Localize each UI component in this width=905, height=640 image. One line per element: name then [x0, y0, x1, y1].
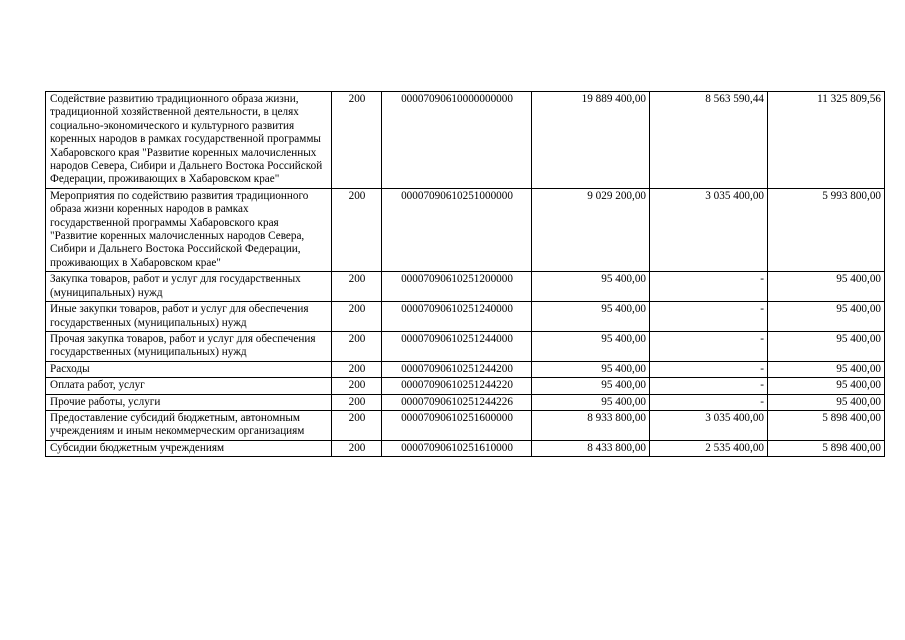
row-executed-cell: -	[650, 302, 768, 332]
table-row	[46, 272, 885, 302]
table-row	[46, 361, 885, 377]
row-name-cell: Субсидии бюджетным учреждениям	[46, 440, 332, 456]
row-kbk-cell: 00007090610251244220	[382, 378, 532, 394]
row-code-cell: 200	[332, 302, 382, 332]
row-executed-cell: -	[650, 272, 768, 302]
row-code-cell: 200	[332, 378, 382, 394]
row-name-cell: Оплата работ, услуг	[46, 378, 332, 394]
table-row	[46, 394, 885, 410]
row-code-cell: 200	[332, 188, 382, 271]
row-code-cell: 200	[332, 361, 382, 377]
row-name-cell: Мероприятия по содействию развития традиционного образа жизни коренных народов в рамках государственной программы Хабаровского края "Развитие коренных малочисленных народов Севера, Сибири и Дальнего Востока Российской Федерации, проживающих в Хабаровском крае"	[46, 188, 332, 271]
table-row	[46, 410, 885, 440]
row-name-cell: Прочие работы, услуги	[46, 394, 332, 410]
row-approved-cell: 95 400,00	[532, 394, 650, 410]
row-code-cell: 200	[332, 394, 382, 410]
row-code-cell: 200	[332, 440, 382, 456]
row-approved-cell: 19 889 400,00	[532, 92, 650, 189]
row-name-cell: Иные закупки товаров, работ и услуг для обеспечения государственных (муниципальных) нужд	[46, 302, 332, 332]
row-approved-cell: 8 433 800,00	[532, 440, 650, 456]
row-executed-cell: 2 535 400,00	[650, 440, 768, 456]
row-approved-cell: 95 400,00	[532, 378, 650, 394]
row-executed-cell: -	[650, 378, 768, 394]
row-kbk-cell: 00007090610251600000	[382, 410, 532, 440]
row-approved-cell: 95 400,00	[532, 272, 650, 302]
row-remaining-cell: 95 400,00	[768, 302, 885, 332]
row-kbk-cell: 00007090610251244226	[382, 394, 532, 410]
row-code-cell: 200	[332, 410, 382, 440]
row-remaining-cell: 5 898 400,00	[768, 410, 885, 440]
table-row	[46, 188, 885, 271]
row-approved-cell: 9 029 200,00	[532, 188, 650, 271]
row-kbk-cell: 00007090610251244000	[382, 331, 532, 361]
row-remaining-cell: 95 400,00	[768, 331, 885, 361]
row-approved-cell: 8 933 800,00	[532, 410, 650, 440]
row-remaining-cell: 5 993 800,00	[768, 188, 885, 271]
row-code-cell: 200	[332, 92, 382, 189]
row-executed-cell: -	[650, 361, 768, 377]
row-remaining-cell: 95 400,00	[768, 272, 885, 302]
row-name-cell: Содействие развитию традиционного образа жизни, традиционной хозяйственной деятельности, в целях социально-экономического и культурного развития коренных народов в рамках государственной программы Хабаровского края "Развитие коренных малочисленных народов Севера, Сибири и Дальнего Востока Российской Федерации, проживающих в Хабаровском крае"	[46, 92, 332, 189]
table-row	[46, 440, 885, 456]
row-executed-cell: 3 035 400,00	[650, 188, 768, 271]
row-code-cell: 200	[332, 272, 382, 302]
row-kbk-cell: 00007090610251244200	[382, 361, 532, 377]
row-remaining-cell: 95 400,00	[768, 378, 885, 394]
row-executed-cell: 8 563 590,44	[650, 92, 768, 189]
budget-execution-table	[45, 91, 885, 457]
row-kbk-cell: 00007090610000000000	[382, 92, 532, 189]
row-remaining-cell: 11 325 809,56	[768, 92, 885, 189]
row-name-cell: Прочая закупка товаров, работ и услуг для обеспечения государственных (муниципальных) нужд	[46, 331, 332, 361]
row-kbk-cell: 00007090610251200000	[382, 272, 532, 302]
row-approved-cell: 95 400,00	[532, 331, 650, 361]
row-remaining-cell: 95 400,00	[768, 394, 885, 410]
row-kbk-cell: 00007090610251240000	[382, 302, 532, 332]
table-row	[46, 302, 885, 332]
table-row	[46, 92, 885, 189]
row-kbk-cell: 00007090610251000000	[382, 188, 532, 271]
row-approved-cell: 95 400,00	[532, 302, 650, 332]
row-executed-cell: -	[650, 394, 768, 410]
row-executed-cell: -	[650, 331, 768, 361]
row-name-cell: Расходы	[46, 361, 332, 377]
row-executed-cell: 3 035 400,00	[650, 410, 768, 440]
table-row	[46, 331, 885, 361]
row-code-cell: 200	[332, 331, 382, 361]
row-remaining-cell: 95 400,00	[768, 361, 885, 377]
row-name-cell: Закупка товаров, работ и услуг для государственных (муниципальных) нужд	[46, 272, 332, 302]
row-remaining-cell: 5 898 400,00	[768, 440, 885, 456]
row-name-cell: Предоставление субсидий бюджетным, автономным учреждениям и иным некоммерческим организациям	[46, 410, 332, 440]
row-approved-cell: 95 400,00	[532, 361, 650, 377]
table-row	[46, 378, 885, 394]
row-kbk-cell: 00007090610251610000	[382, 440, 532, 456]
